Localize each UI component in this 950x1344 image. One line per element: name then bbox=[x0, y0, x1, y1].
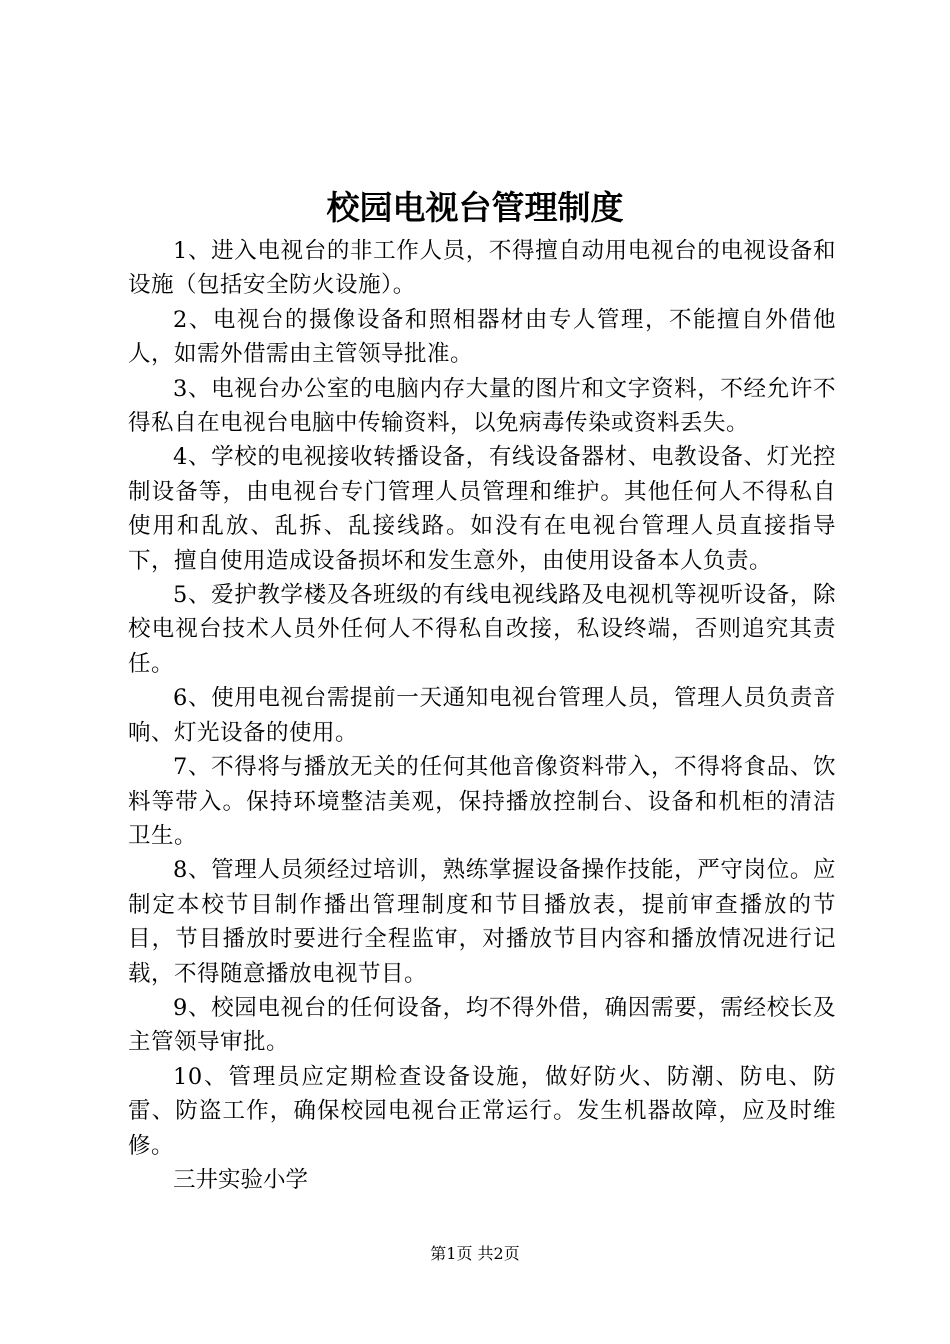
document-body bbox=[128, 234, 836, 1197]
rule-paragraph-6: 6、使用电视台需提前一天通知电视台管理人员，管理人员负责音响、灯光设备的使用。 bbox=[128, 685, 836, 746]
rule-paragraph-9: 9、校园电视台的任何设备，均不得外借，确因需要，需经校长及主管领导审批。 bbox=[128, 994, 836, 1056]
rule-paragraph-3: 3、电视台办公室的电脑内存大量的图片和文字资料，不经允许不得私自在电视台电脑中传输资料，以免病毒传染或资料丢失。 bbox=[128, 375, 836, 437]
rule-paragraph-2: 2、电视台的摄像设备和照相器材由专人管理，不能擅自外借他人，如需外借需由主管领导批准。 bbox=[128, 306, 836, 368]
document-title: 校园电视台管理制度 bbox=[326, 188, 624, 227]
school-signature: 三井实验小学 bbox=[173, 1166, 309, 1193]
rule-paragraph-7: 7、不得将与播放无关的任何其他音像资料带入，不得将食品、饮料等带入。保持环境整洁美观，保持播放控制台、设备和机柜的清洁卫生。 bbox=[128, 754, 836, 849]
rule-paragraph-10: 10、管理员应定期检查设备设施，做好防火、防潮、防电、防雷、防盗工作，确保校园电视台正常运行。发生机器故障，应及时维修。 bbox=[128, 1063, 836, 1159]
page-number-footer: 第1页 共2页 bbox=[430, 1244, 520, 1263]
rule-paragraph-5: 5、爱护教学楼及各班级的有线电视线路及电视机等视听设备，除校电视台技术人员外任何人不得私自改接，私设终端，否则追究其责任。 bbox=[128, 582, 836, 677]
rule-paragraph-8: 8、管理人员须经过培训，熟练掌握设备操作技能，严守岗位。应制定本校节目制作播出管理制度和节目播放表，提前审查播放的节目，节目播放时要进行全程监审，对播放节目内容和播放情况进行记载，不得随意播放电视节目。 bbox=[128, 857, 836, 987]
rule-paragraph-4: 4、学校的电视接收转播设备，有线设备器材、电教设备、灯光控制设备等，由电视台专门管理人员管理和维护。其他任何人不得私自使用和乱放、乱拆、乱接线路。如没有在电视台管理人员直接指导下，擅自使用造成设备损坏和发生意外，由使用设备本人负责。 bbox=[128, 444, 836, 574]
rule-paragraph-1: 1、进入电视台的非工作人员，不得擅自动用电视台的电视设备和设施（包括安全防火设施）。 bbox=[128, 238, 836, 299]
